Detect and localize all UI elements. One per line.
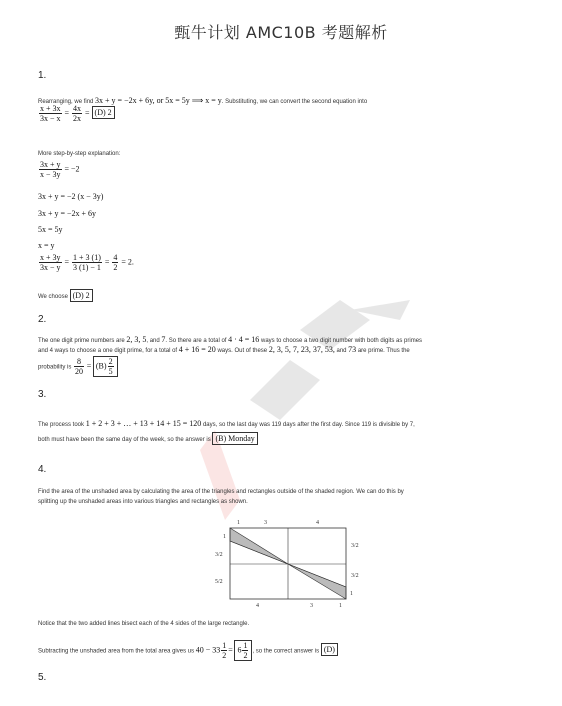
label-top-4: 4 (316, 520, 319, 526)
problem-4-note: Notice that the two added lines bisect each of the 4 sides of the large rectangle. (38, 621, 250, 627)
problem-4-conclusion: Subtracting the unshaded area from the total area gives us 40 − 33 $\frac{1}{2}$ = 6 $\frac{1}{2}$ , so the correct answer is (D) (38, 640, 538, 661)
shaded-region-lower (288, 564, 346, 599)
answer-box: (D) 2 (70, 289, 93, 302)
answer-box: (B) Monday (212, 432, 257, 445)
label-top-1: 1 (237, 520, 240, 526)
step-6: $\frac{x + 3y}{3x - y}$ = $\frac{1 + 3 (1)}{3 (1) - 1}$ = $\frac{4}{2}$ = 2. (40, 253, 134, 272)
problem-3-line-2: both must have been the same day of the week, so the answer is (B) Monday (38, 432, 538, 445)
problem-2-line-1: The one digit prime numbers are 2, 3, 5, and 7. So there are a total of 4 · 4 = 16 ways to choose a two digit number with both digits as primes (38, 335, 423, 344)
problem-1-equation: $\frac{x + 3x}{3x - x}$ = $\frac{4x}{2x}$ = (D) 2 (38, 104, 538, 123)
shaded-region-upper (230, 528, 288, 564)
answer-box: (D) 2 (92, 106, 115, 119)
label-bottom-1: 1 (339, 603, 342, 609)
problem-3-line-1: The process took 1 + 2 + 3 + … + 13 + 14 + 15 = 120 days, so the last day was 119 days after the first day. Since 119 is divisible by 7, (38, 419, 415, 428)
label-right-32a: 3/2 (351, 543, 359, 549)
intro-text: Rearranging, we find (38, 99, 96, 105)
problem-1-conclusion: We choose (D) 2 (38, 289, 538, 302)
step-5: x = y (38, 241, 55, 250)
page-title: 甄牛计划 AMC10B 考题解析 (174, 23, 388, 42)
answer-box: (B) $\frac{2}{5}$ (93, 356, 118, 377)
step-intro: More step-by-step explanation: (38, 151, 121, 157)
label-left-1: 1 (223, 534, 226, 540)
problem-4-line-2: splitting up the unshaded areas into various triangles and rectangles as shown. (38, 499, 248, 505)
fraction: $\frac{4x}{2x}$ (73, 104, 82, 123)
label-left-32: 3/2 (215, 552, 223, 558)
fraction: $\frac{x + 3x}{3x - x}$ (40, 104, 61, 123)
intro-text-2: . Substituting, we can convert the second equation into (221, 99, 368, 105)
label-top-3: 3 (264, 520, 267, 526)
answer-box: (D) (321, 643, 338, 656)
intro-math: 3x + y = −2x + 6y, or 5x = 5y ⟹ x = y (95, 96, 222, 105)
label-bottom-3: 3 (310, 603, 313, 609)
problem-3-number: 3. (38, 389, 47, 400)
label-right-1: 1 (350, 591, 353, 597)
problem-5-number: 5. (38, 672, 47, 683)
problem-2-line-2: and 4 ways to choose a one digit prime, for a total of 4 + 16 = 20 ways. Out of these 2, 3, 5, 7, 23, 37, 53, and 73 are prime. Thus the (38, 345, 410, 354)
problem-2-number: 2. (38, 314, 47, 325)
label-right-32b: 3/2 (351, 573, 359, 579)
problem-1-number: 1. (38, 70, 47, 81)
label-bottom-4: 4 (256, 603, 259, 609)
step-4: 5x = 5y (38, 225, 63, 234)
step-2: 3x + y = −2 (x − 3y) (38, 192, 104, 201)
step-1: $\frac{3x + y}{x - 3y}$ = −2 (40, 160, 80, 179)
step-3: 3x + y = −2x + 6y (38, 209, 97, 218)
problem-4-line-1: Find the area of the unshaded area by calculating the area of the triangles and rectangles outside of the shaded region. We can do this by (38, 489, 404, 495)
answer-box: 6 $\frac{1}{2}$ (234, 640, 252, 661)
problem-4-number: 4. (38, 464, 47, 475)
label-left-52: 5/2 (215, 579, 223, 585)
problem-2-line-3: probability is $\frac{8}{20}$ = (B) $\frac{2}{5}$ (38, 356, 538, 377)
